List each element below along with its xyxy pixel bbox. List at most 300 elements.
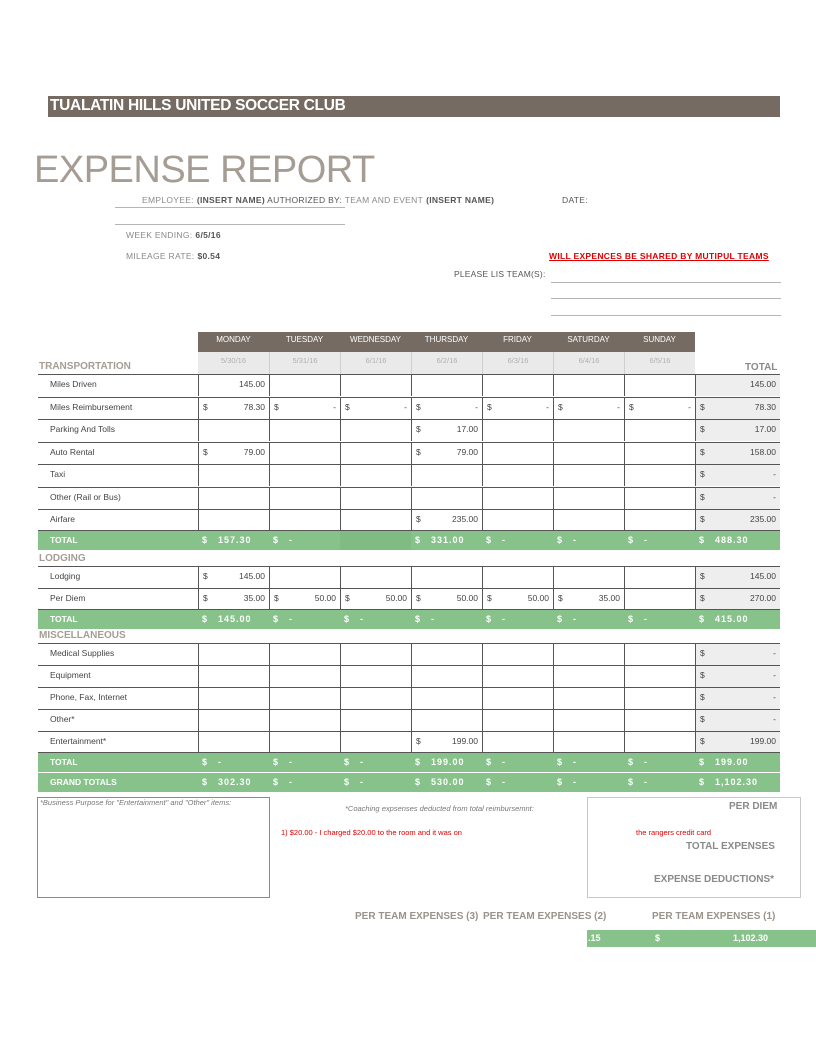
row-total-cell [695,398,780,419]
currency-symbol: $ [700,492,705,502]
total-cell [482,610,553,629]
day-cell[interactable] [482,488,553,509]
day-cell[interactable] [553,567,624,588]
day-cell[interactable] [624,589,695,609]
per-team-1-currency: $ [655,933,661,943]
currency-symbol: $ [699,614,705,624]
row-label: Phone, Fax, Internet [50,692,128,702]
currency-symbol: $ [416,514,421,524]
row-total-amount: 145.00 [750,571,776,581]
day-cell[interactable] [269,589,340,609]
row-label: Taxi [50,469,66,479]
day-cell[interactable] [340,398,411,419]
day-cell[interactable] [482,589,553,609]
day-cell[interactable] [411,644,482,665]
row-label: Miles Driven [50,379,97,389]
currency-symbol: $ [700,736,705,746]
business-purpose-box[interactable] [37,797,270,898]
currency-symbol: $ [415,535,421,545]
day-date-sunday: 6/5/16 [624,352,695,374]
day-cell[interactable] [198,567,269,588]
day-cell[interactable] [411,710,482,731]
day-cell[interactable] [624,398,695,419]
day-cell[interactable] [340,420,411,441]
row-total-amount: 78.30 [754,402,776,412]
day-cell[interactable] [340,589,411,609]
day-cell[interactable] [269,644,340,665]
day-cell[interactable] [198,420,269,441]
day-cell[interactable] [340,465,411,486]
row-label: Equipment [50,670,91,680]
total-cell [482,531,553,550]
row-label: Other (Rail or Bus) [50,492,121,502]
currency-symbol: $ [344,614,350,624]
day-cell[interactable] [411,420,482,441]
day-cell[interactable] [269,666,340,687]
total-cell [340,531,411,550]
total-cell [198,773,269,792]
team-line-1[interactable] [551,282,781,283]
row-total-cell [695,465,780,486]
per-team-1-value: 1,102.30 [733,933,769,943]
currency-symbol: $ [700,593,705,603]
cell-amount: 145.00 [239,379,265,389]
currency-symbol: $ [273,777,279,787]
day-cell[interactable] [553,710,624,731]
team-value[interactable]: (INSERT NAME) [426,195,495,205]
day-cell[interactable] [340,443,411,464]
day-cell[interactable] [198,398,269,419]
cell-amount: 235.00 [452,514,478,524]
day-cell[interactable] [269,688,340,709]
day-cell[interactable] [411,666,482,687]
cell-amount: 17.00 [456,424,478,434]
per-team-2-label: PER TEAM EXPENSES (2) [483,911,607,922]
day-cell[interactable] [553,732,624,752]
row-label: Lodging [50,571,81,581]
currency-symbol: $ [700,447,705,457]
total-cell [269,773,340,792]
currency-symbol: $ [629,402,634,412]
total-amount: - [502,614,506,624]
total-cell [553,531,624,550]
total-cell [553,753,624,772]
day-cell[interactable] [340,375,411,396]
day-date-friday: 6/3/16 [482,352,553,374]
currency-symbol: $ [416,593,421,603]
total-cell [411,610,482,629]
deduction-note-right: the rangers credit card [636,828,712,837]
total-amount: 331.00 [431,535,465,545]
total-cell [198,753,269,772]
total-cell [411,773,482,792]
total-amount: - [573,535,577,545]
currency-symbol: $ [486,535,492,545]
day-cell[interactable] [411,510,482,530]
total-amount: - [502,757,506,767]
team-label: TEAM AND EVENT [344,195,424,205]
day-cell[interactable] [624,666,695,687]
day-cell[interactable] [553,420,624,441]
day-cell[interactable] [411,567,482,588]
total-cell [269,531,340,550]
row-label: Other* [50,714,75,724]
cell-amount: - [475,402,478,412]
transportation-total-row [38,531,780,550]
cell-amount: - [688,402,691,412]
day-cell[interactable] [340,567,411,588]
day-cell[interactable] [553,688,624,709]
total-cell [411,753,482,772]
misc-total-row [38,753,780,772]
currency-symbol: $ [416,447,421,457]
day-date-monday: 5/30/16 [198,352,269,374]
total-amount: 302.30 [218,777,252,787]
day-cell[interactable] [340,688,411,709]
grand-total-amount: 1,102.30 [715,777,759,787]
row-total-cell [695,488,780,509]
table-row [38,643,780,665]
total-column-header: TOTAL [745,362,778,373]
total-amount: - [289,757,293,767]
row-total-amount: 270.00 [750,593,776,603]
grand-total-cell [695,610,780,629]
lodging-total-row [38,610,780,629]
day-cell[interactable] [411,443,482,464]
row-label: Airfare [50,514,76,524]
total-amount: - [573,777,577,787]
grand-total-cell [695,753,780,772]
total-cell [340,753,411,772]
table-row [38,419,780,441]
total-cell [553,610,624,629]
currency-symbol: $ [203,447,208,457]
day-cell[interactable] [269,420,340,441]
day-cell[interactable] [269,443,340,464]
currency-symbol: $ [558,593,563,603]
row-label: Miles Reimbursement [50,402,133,412]
day-cell[interactable] [624,375,695,396]
section-lodging: LODGING [39,553,86,564]
cell-amount: 79.00 [243,447,265,457]
day-cell[interactable] [340,710,411,731]
row-total-amount: - [773,692,776,702]
grand-total-amount: 415.00 [715,614,749,624]
total-cell [624,610,695,629]
day-cell[interactable] [482,710,553,731]
currency-symbol: $ [628,777,634,787]
total-amount: - [360,777,364,787]
table-row [38,442,780,464]
total-cell [624,531,695,550]
day-cell[interactable] [482,443,553,464]
currency-symbol: $ [345,593,350,603]
total-cell [340,610,411,629]
day-cell[interactable] [340,510,411,530]
currency-symbol: $ [203,593,208,603]
day-cell[interactable] [411,488,482,509]
day-cell[interactable] [269,567,340,588]
table-row [38,374,780,396]
day-cell[interactable] [553,644,624,665]
teams-label: PLEASE LIS TEAM(S): [454,269,546,279]
currency-symbol: $ [557,535,563,545]
authorized-label: AUTHORIZED BY: [267,195,343,205]
currency-symbol: $ [628,757,634,767]
day-cell[interactable] [624,465,695,486]
day-cell[interactable] [624,710,695,731]
total-amount: - [218,757,222,767]
total-amount: 199.00 [431,757,465,767]
day-cell[interactable] [411,375,482,396]
cell-amount: 35.00 [243,593,265,603]
currency-symbol: $ [273,757,279,767]
day-header-friday: FRIDAY [482,332,553,352]
day-cell[interactable] [624,732,695,752]
per-team-2-value-cut: .15 [588,933,601,943]
total-cell [269,753,340,772]
day-cell[interactable] [269,398,340,419]
currency-symbol: $ [700,670,705,680]
per-team-3-label: PER TEAM EXPENSES (3) [355,911,479,922]
currency-symbol: $ [700,648,705,658]
cell-amount: - [617,402,620,412]
currency-symbol: $ [700,714,705,724]
currency-symbol: $ [273,535,279,545]
table-row [38,588,780,610]
day-cell[interactable] [411,398,482,419]
total-cell [198,531,269,550]
row-total-cell [695,644,780,665]
day-cell[interactable] [411,732,482,752]
day-header-wednesday: WEDNESDAY [340,332,411,352]
total-amount: - [644,777,648,787]
day-cell[interactable] [269,465,340,486]
day-cell[interactable] [340,644,411,665]
total-amount: - [360,614,364,624]
day-cell[interactable] [482,644,553,665]
day-cell[interactable] [482,688,553,709]
day-cell[interactable] [553,510,624,530]
total-amount: - [431,614,435,624]
day-cell[interactable] [269,732,340,752]
currency-symbol: $ [486,614,492,624]
table-row [38,487,780,509]
shared-expense-note: WILL EXPENCES BE SHARED BY MUTIPUL TEAMS [549,251,769,261]
day-cell[interactable] [269,710,340,731]
table-row [38,464,780,486]
day-cell[interactable] [198,488,269,509]
authorized-underline [115,224,345,225]
day-cell[interactable] [553,465,624,486]
day-cell[interactable] [411,688,482,709]
employee-line [142,195,494,205]
currency-symbol: $ [699,777,705,787]
day-cell[interactable] [198,589,269,609]
per-team-values [587,930,816,947]
week-ending [126,230,221,240]
currency-symbol: $ [203,571,208,581]
table-row [38,566,780,588]
row-total-cell [695,666,780,687]
currency-symbol: $ [274,593,279,603]
total-amount: - [289,777,293,787]
row-total-amount: 199.00 [750,736,776,746]
day-cell[interactable] [482,465,553,486]
per-team-1-label: PER TEAM EXPENSES (1) [652,911,776,922]
row-label: Entertainment* [50,736,107,746]
business-purpose-label: *Business Purpose for "Entertainment" and "Other" items: [40,798,232,807]
row-total-cell [695,589,780,609]
cell-amount: - [404,402,407,412]
day-cell[interactable] [553,589,624,609]
currency-symbol: $ [415,757,421,767]
row-total-amount: 17.00 [754,424,776,434]
row-total-amount: - [773,670,776,680]
currency-symbol: $ [557,757,563,767]
grand-total-cell [695,531,780,550]
week-label: WEEK ENDING: [126,230,193,240]
row-label: Medical Supplies [50,648,115,658]
row-total-cell [695,420,780,441]
day-cell[interactable] [269,510,340,530]
total-amount: 145.00 [218,614,252,624]
currency-symbol: $ [699,535,705,545]
day-cell[interactable] [198,465,269,486]
cell-amount: - [333,402,336,412]
day-date-saturday: 6/4/16 [553,352,624,374]
day-cell[interactable] [553,375,624,396]
day-cell[interactable] [340,488,411,509]
currency-symbol: $ [700,402,705,412]
currency-symbol: $ [344,777,350,787]
day-cell[interactable] [624,510,695,530]
section-misc: MISCELLANEOUS [39,630,126,641]
grand-total-amount: 199.00 [715,757,749,767]
total-cell [482,773,553,792]
day-cell[interactable] [340,666,411,687]
day-cell[interactable] [411,589,482,609]
day-cell[interactable] [482,567,553,588]
row-total-amount: - [773,492,776,502]
day-cell[interactable] [482,510,553,530]
grand-total-cell [695,773,780,792]
employee-label: EMPLOYEE: [142,195,194,205]
day-cell[interactable] [198,688,269,709]
day-cell[interactable] [198,666,269,687]
currency-symbol: $ [416,402,421,412]
currency-symbol: $ [202,535,208,545]
mileage-value[interactable]: $0.54 [197,251,221,261]
cell-amount: 50.00 [456,593,478,603]
day-cell[interactable] [198,443,269,464]
day-cell[interactable] [553,488,624,509]
currency-symbol: $ [558,402,563,412]
cell-amount: 50.00 [314,593,336,603]
day-cell[interactable] [624,420,695,441]
row-total-amount: - [773,469,776,479]
date-label: DATE: [562,195,588,205]
day-cell[interactable] [482,732,553,752]
employee-value[interactable]: (INSERT NAME) [196,195,265,205]
day-cell[interactable] [198,710,269,731]
day-cell[interactable] [198,510,269,530]
day-cell[interactable] [553,443,624,464]
cell-amount: 145.00 [239,571,265,581]
day-cell[interactable] [624,688,695,709]
day-cell[interactable] [198,375,269,396]
currency-symbol: $ [203,402,208,412]
currency-symbol: $ [487,402,492,412]
currency-symbol: $ [345,402,350,412]
day-cell[interactable] [482,398,553,419]
row-total-amount: 145.00 [750,379,776,389]
week-value[interactable]: 6/5/16 [195,230,221,240]
day-cell[interactable] [482,375,553,396]
cell-amount: 50.00 [527,593,549,603]
day-cell[interactable] [198,732,269,752]
total-label: GRAND TOTALS [50,777,117,787]
day-cell[interactable] [482,666,553,687]
day-cell[interactable] [482,420,553,441]
cell-amount: - [546,402,549,412]
currency-symbol: $ [202,614,208,624]
day-cell[interactable] [340,732,411,752]
total-amount: - [573,614,577,624]
day-cell[interactable] [624,644,695,665]
table-row [38,397,780,419]
day-header-sunday: SUNDAY [624,332,695,352]
deduction-note-left: 1) $20.00 - I charged $20.00 to the room and it was on [281,828,462,837]
day-cell[interactable] [198,644,269,665]
page-title: EXPENSE REPORT [34,149,375,191]
currency-symbol: $ [273,614,279,624]
day-cell[interactable] [624,567,695,588]
row-total-cell [695,732,780,752]
currency-symbol: $ [699,757,705,767]
currency-symbol: $ [416,424,421,434]
currency-symbol: $ [700,514,705,524]
row-label: Auto Rental [50,447,95,457]
row-total-cell [695,375,780,396]
row-total-amount: - [773,648,776,658]
currency-symbol: $ [486,757,492,767]
day-cell[interactable] [624,443,695,464]
team-line-2[interactable] [551,298,781,299]
day-cell[interactable] [624,488,695,509]
day-cell[interactable] [269,375,340,396]
team-line-3[interactable] [551,315,781,316]
day-cell[interactable] [553,666,624,687]
currency-symbol: $ [416,736,421,746]
currency-symbol: $ [274,402,279,412]
currency-symbol: $ [628,614,634,624]
table-row [38,687,780,709]
total-amount: 530.00 [431,777,465,787]
total-amount: - [289,535,293,545]
day-date-tuesday: 5/31/16 [269,352,340,374]
mileage-rate [126,251,220,261]
total-cell [269,610,340,629]
day-header-thursday: THURSDAY [411,332,482,352]
day-cell[interactable] [269,488,340,509]
day-cell[interactable] [411,465,482,486]
total-cell [624,773,695,792]
cell-amount: 78.30 [243,402,265,412]
total-amount: - [644,535,648,545]
total-amount: 157.30 [218,535,252,545]
day-cell[interactable] [553,398,624,419]
